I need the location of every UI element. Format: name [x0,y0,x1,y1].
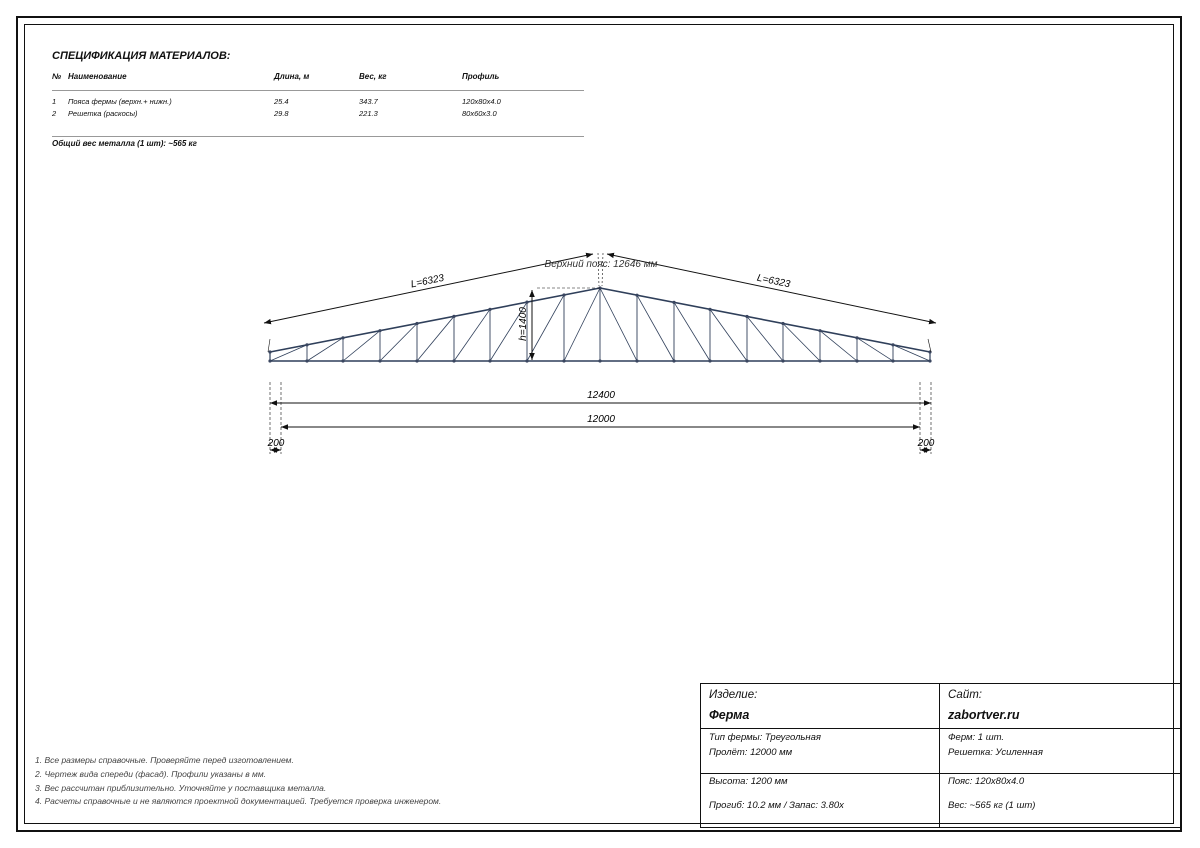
truss-node [305,359,308,362]
spec-cell-num: 1 [52,97,57,106]
truss-node [415,322,418,325]
truss-node [415,359,418,362]
spec-header-num: № [52,72,62,81]
left-slope-label: L=6323 [409,272,446,291]
height-label: h=1400 [518,307,529,341]
truss-node [488,359,491,362]
spec-cell-profile: 120x80x4.0 [462,97,501,106]
spec-cell-length: 29.8 [274,109,289,118]
left-slope-ext-low [268,339,270,352]
truss-node [708,359,711,362]
right-slope-label: L=6323 [755,272,792,291]
weight-value: Вес: ~565 кг (1 шт) [948,800,1036,811]
truss-node [928,359,931,362]
truss-diagonal [637,295,674,361]
truss-node [341,336,344,339]
truss-structure [270,288,930,361]
height-value: Высота: 1200 мм [709,776,788,787]
truss-node [708,308,711,311]
truss-node [672,301,675,304]
note-item: 3. Вес рассчитан приблизительно. Уточняйте у поставщика металла. [35,782,327,793]
spec-cell-profile: 80x60x3.0 [462,109,497,118]
lattice-type: Решетка: Усиленная [948,747,1043,758]
truss-type: Тип фермы: Треугольная [709,732,822,743]
truss-node [378,359,381,362]
truss-node [818,329,821,332]
spec-cell-name: Пояса фермы (верхн.+ нижн.) [68,97,172,106]
truss-node [745,359,748,362]
spec-cell-num: 2 [52,109,57,118]
truss-diagonal [674,302,710,361]
spec-title: СПЕЦИФИКАЦИЯ МАТЕРИАЛОВ: [52,50,231,62]
left-overhang-label: 200 [267,438,285,449]
overall-span-label: 12400 [587,390,615,401]
title-block-rule [701,773,1180,774]
site-label: Сайт: [948,689,983,701]
truss-node [635,359,638,362]
truss-node [891,359,894,362]
truss-node [928,350,931,353]
truss-node [818,359,821,362]
spec-cell-weight: 343.7 [359,97,378,106]
spec-header-profile: Профиль [462,72,500,81]
top-chord-right [600,288,930,352]
truss-node [891,343,894,346]
note-item: 2. Чертеж вида спереди (фасад). Профили указаны в мм. [35,768,267,779]
truss-node [341,359,344,362]
top-chord-left [270,288,600,352]
truss-node [635,294,638,297]
truss-node [855,336,858,339]
notes [35,754,441,809]
title-block-divider [939,684,940,827]
product-value: Ферма [709,708,750,722]
spec-header-weight: Вес, кг [359,72,387,81]
site-value: zabortver.ru [948,708,1020,722]
chord-profile: Пояс: 120x80x4.0 [948,776,1025,787]
truss-node [488,308,491,311]
truss-node [452,359,455,362]
truss-count: Ферм: 1 шт. [948,732,1005,743]
spec-total: Общий вес металла (1 шт): ~565 кг [52,139,197,148]
truss-diagonal [343,331,380,361]
spec-header-name: Наименование [68,72,127,81]
truss-node [562,293,565,296]
clear-span-label: 12000 [587,414,615,425]
truss-diagonal [527,295,564,361]
deflection-value: Прогиб: 10.2 мм / Запас: 3.80x [709,800,844,811]
truss-node [268,350,271,353]
truss-node [781,322,784,325]
truss-node [305,343,308,346]
truss-diagonal [820,331,857,361]
title-block [700,683,1181,828]
truss-node [525,301,528,304]
truss-diagonal [454,309,490,361]
truss-node [745,315,748,318]
truss-node [268,359,271,362]
truss-diagonal [893,345,930,361]
spec-cell-length: 25.4 [274,97,289,106]
top-chord-label: Верхний пояс: 12646 мм [544,259,658,270]
truss-diagonal [564,288,600,361]
spec-cell-weight: 221.3 [359,109,378,118]
truss-node [562,359,565,362]
truss-diagonal [270,345,307,361]
truss-node [452,315,455,318]
title-block-rule [701,728,1180,729]
truss-node [855,359,858,362]
product-label: Изделие: [709,689,758,701]
truss-node [598,359,601,362]
truss-node [672,359,675,362]
spec-header-length: Длина, м [274,72,310,81]
span-value: Пролёт: 12000 мм [709,747,793,758]
truss-node [378,329,381,332]
right-overhang-label: 200 [917,438,935,449]
note-item: 1. Все размеры справочные. Проверяйте перед изготовлением. [35,755,294,765]
right-slope-ext-low [928,339,931,352]
truss-diagonal [600,288,637,361]
spec-cell-name: Решетка (раскосы) [68,109,138,118]
note-item: 4. Расчеты справочные и не являются проектной документацией. Требуется проверка инженером. [35,796,442,807]
truss-diagonal [710,309,747,361]
truss-node [781,359,784,362]
truss-node [525,359,528,362]
